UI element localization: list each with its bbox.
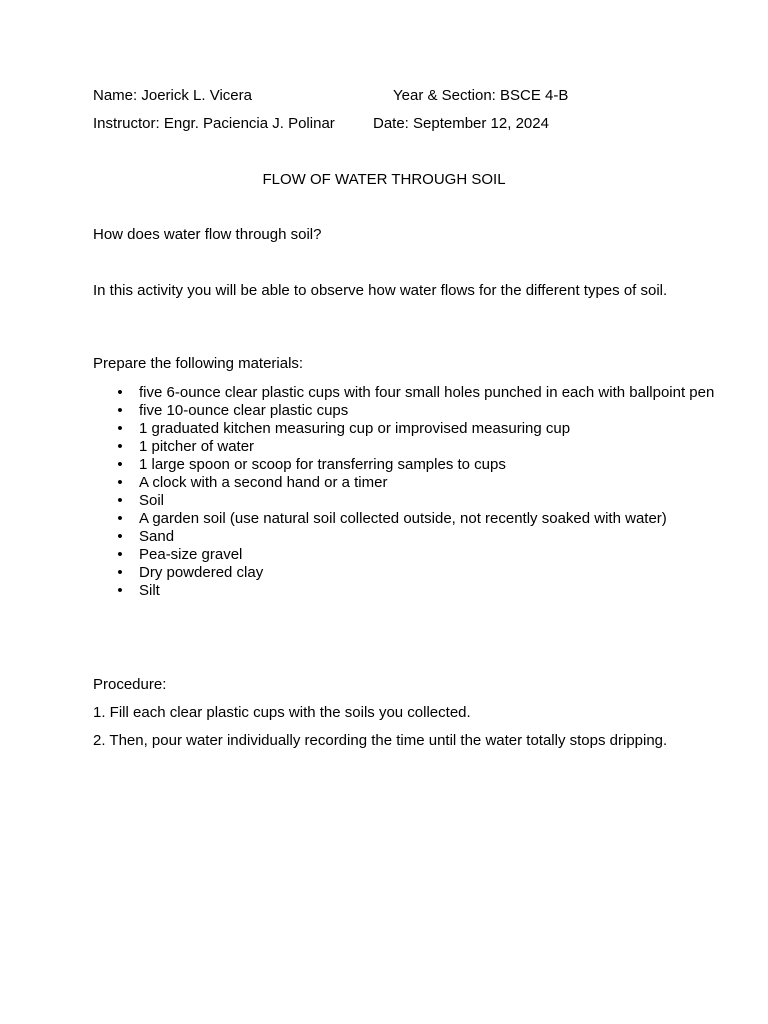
instructor: Instructor: Engr. Paciencia J. Polinar xyxy=(93,115,335,132)
year-section: Year & Section: BSCE 4-B xyxy=(393,87,569,104)
date: Date: September 12, 2024 xyxy=(373,115,549,132)
list-item: • Soil xyxy=(139,492,719,510)
document-title: FLOW OF WATER THROUGH SOIL xyxy=(262,171,506,188)
bullet-icon: • xyxy=(117,510,123,527)
list-item: • A clock with a second hand or a timer xyxy=(139,474,719,492)
intro-paragraph: In this activity you will be able to observe how water flows for the different types of soil. xyxy=(93,282,668,299)
bullet-icon: • xyxy=(117,420,123,437)
student-name: Name: Joerick L. Vicera xyxy=(93,87,252,104)
bullet-icon: • xyxy=(117,456,123,473)
list-item: • Dry powdered clay xyxy=(139,564,719,582)
materials-heading: Prepare the following materials: xyxy=(93,355,304,372)
list-item: • five 6-ounce clear plastic cups with four small holes punched in each with ballpoint pen xyxy=(139,384,719,402)
bullet-icon: • xyxy=(117,474,123,491)
bullet-icon: • xyxy=(117,438,123,455)
list-item: • A garden soil (use natural soil collected outside, not recently soaked with water) xyxy=(139,510,719,528)
bullet-icon: • xyxy=(117,528,123,545)
question: How does water flow through soil? xyxy=(93,226,322,243)
bullet-icon: • xyxy=(117,546,123,563)
procedure-step-1: 1. Fill each clear plastic cups with the soils you collected. xyxy=(93,704,471,721)
list-item: • five 10-ounce clear plastic cups xyxy=(139,402,719,420)
procedure-heading: Procedure: xyxy=(93,676,167,693)
list-item: • 1 large spoon or scoop for transferring samples to cups xyxy=(139,456,719,474)
bullet-icon: • xyxy=(117,564,123,581)
bullet-icon: • xyxy=(117,492,123,509)
bullet-icon: • xyxy=(117,582,123,599)
procedure-step-2: 2. Then, pour water individually recording the time until the water totally stops dripping. xyxy=(93,732,668,749)
list-item: • 1 pitcher of water xyxy=(139,438,719,456)
list-item: • Silt xyxy=(139,582,719,600)
list-item: • Pea-size gravel xyxy=(139,546,719,564)
list-item: • Sand xyxy=(139,528,719,546)
bullet-icon: • xyxy=(117,402,123,419)
bullet-icon: • xyxy=(117,384,123,401)
list-item: • 1 graduated kitchen measuring cup or improvised measuring cup xyxy=(139,420,719,438)
materials-list xyxy=(93,384,719,600)
